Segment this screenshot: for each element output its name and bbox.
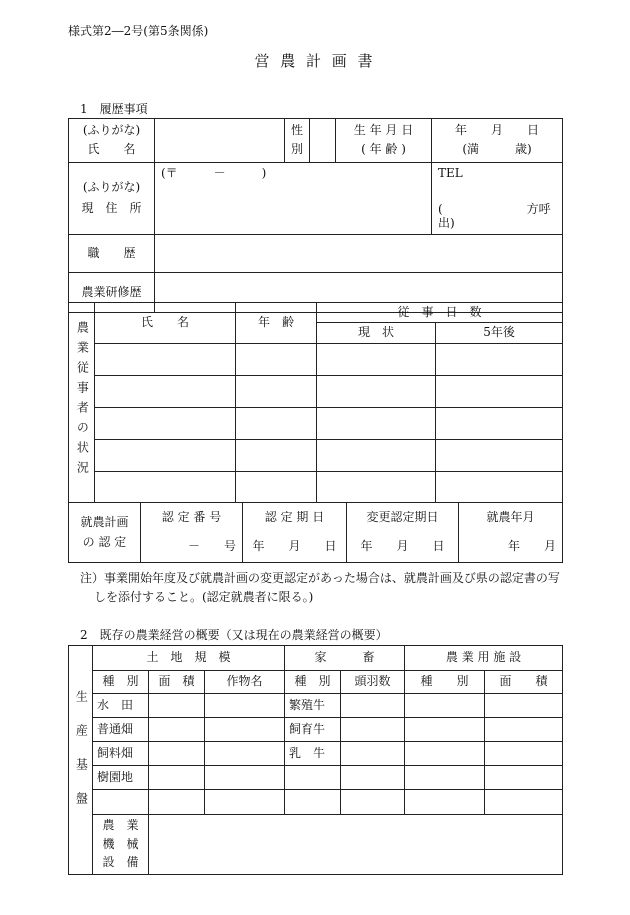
col-area-text: 面 積 [158, 674, 195, 689]
worker-name-field[interactable] [95, 408, 236, 440]
worker-future-field[interactable] [436, 440, 563, 472]
work-days-header [317, 303, 563, 323]
worker-current-field[interactable] [317, 376, 436, 408]
livestock-type-cell [285, 694, 341, 718]
col-area [149, 671, 205, 694]
machinery-field[interactable] [149, 815, 563, 875]
dob-field[interactable] [432, 119, 563, 163]
note-line-1: 注）事業開始年度及び就農計画の変更認定があった場合は、就農計画及び県の認定書の写 [80, 571, 560, 585]
sex-label-cell [285, 119, 310, 163]
land-type-cell [93, 742, 149, 766]
facility-area-field[interactable] [485, 694, 563, 718]
col-ltype [285, 671, 341, 694]
land-crop-field[interactable] [205, 790, 285, 815]
farming-ym-field[interactable] [459, 533, 563, 563]
cert-number-header [141, 503, 243, 533]
farming-ym-header [459, 503, 563, 533]
col-type-text: 種 別 [102, 674, 139, 689]
training-label: 農業研修歴 [81, 284, 142, 299]
worker-future-field[interactable] [436, 376, 563, 408]
land-crop-field[interactable] [205, 742, 285, 766]
production-base-table [68, 645, 563, 875]
sex-label-1: 性 [290, 123, 303, 138]
land-header [93, 646, 285, 671]
name-label-cell [69, 119, 155, 163]
change-date-header [347, 503, 459, 533]
dob-value: 年 月 日 [454, 123, 539, 138]
cert-date-field[interactable] [243, 533, 347, 563]
section2-heading: 2 既存の農業経営の概要（又は現在の農業経営の概要） [80, 628, 388, 642]
cert-number-value: － 号 [187, 539, 236, 554]
facility-type-field[interactable] [405, 694, 485, 718]
land-type: 水 田 [97, 697, 134, 712]
livestock-heads-field[interactable] [341, 718, 405, 742]
col-farea [485, 671, 563, 694]
livestock-type: 繁殖牛 [289, 697, 326, 712]
worker-age-field[interactable] [236, 344, 317, 376]
note-line-2: しを添付すること。(認定就農者に限る。) [94, 590, 314, 604]
land-area-field[interactable] [149, 790, 205, 815]
machinery-label-cell [93, 815, 149, 875]
address-label-cell [69, 163, 155, 235]
career-label: 職 歴 [87, 245, 136, 260]
facility-type-field[interactable] [405, 790, 485, 815]
certification-table [68, 502, 563, 563]
farming-ym-value: 年 月 [507, 539, 556, 554]
facility-type-field[interactable] [405, 766, 485, 790]
machinery-label-2: 機 械 [102, 836, 139, 851]
livestock-heads-field[interactable] [341, 790, 405, 815]
livestock-type-cell [285, 718, 341, 742]
livestock-type-cell[interactable] [285, 790, 341, 815]
cert-label-1: 就農計画 [80, 514, 129, 529]
postal-code: (〒 － ) [161, 166, 267, 180]
livestock-heads-field[interactable] [341, 742, 405, 766]
worker-name-field[interactable] [95, 344, 236, 376]
worker-age-field[interactable] [236, 376, 317, 408]
facility-type-field[interactable] [405, 742, 485, 766]
worker-future-field[interactable] [436, 344, 563, 376]
facility-header-text: 農 業 用 施 設 [445, 650, 522, 665]
livestock-type-cell [285, 766, 341, 790]
land-type-cell [93, 718, 149, 742]
career-label-cell [69, 235, 155, 273]
col-heads [341, 671, 405, 694]
land-type-cell [93, 694, 149, 718]
col-ftype [405, 671, 485, 694]
worker-age-field[interactable] [236, 408, 317, 440]
address-field[interactable] [155, 163, 432, 235]
sex-field[interactable] [310, 119, 336, 163]
livestock-heads-field[interactable] [341, 694, 405, 718]
worker-name-field[interactable] [95, 376, 236, 408]
current-header-text: 現 状 [357, 325, 394, 340]
change-date-field[interactable] [347, 533, 459, 563]
col-type [93, 671, 149, 694]
cert-label-cell [69, 503, 141, 563]
col-crop [205, 671, 285, 694]
worker-current-field[interactable] [317, 440, 436, 472]
land-area-field[interactable] [149, 718, 205, 742]
tel-label: TEL [438, 166, 463, 180]
name-field[interactable] [155, 119, 285, 163]
change-date-header-text: 変更認定期日 [366, 509, 439, 524]
name-label: 氏 名 [87, 142, 136, 156]
cert-date-value: 年 月 日 [252, 539, 337, 554]
future-header [436, 323, 563, 344]
cert-number-header-text: 認 定 番 号 [161, 509, 222, 524]
address-label: 現 住 所 [81, 201, 142, 216]
age-label: ( 年 齢 ) [361, 142, 406, 156]
personal-history-table [68, 118, 563, 313]
col-crop-text: 作物名 [226, 674, 263, 689]
worker-age-field[interactable] [236, 472, 317, 503]
section1-heading: 1 履歴事項 [80, 102, 148, 116]
land-type: 樹園地 [97, 769, 134, 784]
tel-note: ( 方呼出) [438, 201, 551, 230]
worker-name-field[interactable] [95, 440, 236, 472]
col-heads-text: 頭羽数 [354, 674, 391, 689]
livestock-type-cell [285, 742, 341, 766]
tel-field[interactable] [432, 163, 563, 235]
worker-name-header [95, 303, 236, 344]
cert-number-field[interactable] [141, 533, 243, 563]
worker-future-field[interactable] [436, 408, 563, 440]
cert-date-header [243, 503, 347, 533]
livestock-header [285, 646, 405, 671]
land-crop-field[interactable] [205, 694, 285, 718]
cert-date-header-text: 認 定 期 日 [264, 509, 325, 524]
worker-future-field[interactable] [436, 472, 563, 503]
facility-area-field[interactable] [485, 742, 563, 766]
base-vert-cell [69, 646, 93, 875]
col-ftype-text: 種 別 [420, 674, 469, 689]
facility-header [405, 646, 563, 671]
col-ltype-text: 種 別 [294, 674, 331, 689]
work-days-header-text: 従 事 日 数 [397, 304, 482, 319]
dob-label: 生 年 月 日 [353, 123, 414, 138]
land-area-field[interactable] [149, 766, 205, 790]
base-section-label: 生産基盤 [74, 690, 89, 827]
address-furigana-label: (ふりがな) [82, 180, 141, 195]
worker-current-field[interactable] [317, 472, 436, 503]
facility-area-field[interactable] [485, 718, 563, 742]
land-area-field[interactable] [149, 694, 205, 718]
land-header-text: 土 地 規 模 [146, 650, 231, 665]
machinery-label-3: 設 備 [102, 855, 139, 870]
change-date-value: 年 月 日 [360, 539, 445, 554]
cert-label-2: の 認 定 [82, 534, 127, 549]
livestock-heads-field[interactable] [341, 766, 405, 790]
worker-age-field[interactable] [236, 440, 317, 472]
land-type-cell[interactable] [93, 790, 149, 815]
career-field[interactable] [155, 235, 563, 273]
land-type: 普通畑 [97, 721, 134, 736]
facility-area-field[interactable] [485, 766, 563, 790]
sex-label-2: 別 [290, 142, 303, 156]
land-crop-field[interactable] [205, 718, 285, 742]
form-number: 様式第2―2号(第5条関係) [68, 24, 209, 38]
land-type-cell [93, 766, 149, 790]
livestock-type: 飼育牛 [289, 721, 326, 736]
workers-section-label: 農業従事者の状況 [75, 320, 90, 481]
worker-age-header-text: 年 齢 [257, 315, 294, 330]
age-value: (満 歳) [462, 142, 532, 156]
worker-name-header-text: 氏 名 [140, 315, 189, 330]
worker-current-field[interactable] [317, 408, 436, 440]
worker-age-header [236, 303, 317, 344]
facility-area-field[interactable] [485, 790, 563, 815]
current-header [317, 323, 436, 344]
workers-table [68, 302, 563, 503]
livestock-header-text: 家 畜 [314, 650, 375, 665]
future-header-text: 5年後 [483, 325, 515, 340]
dob-label-cell [336, 119, 432, 163]
farming-ym-header-text: 就農年月 [486, 509, 535, 524]
col-farea-text: 面 積 [499, 674, 548, 689]
machinery-label-1: 農 業 [102, 817, 139, 832]
facility-type-field[interactable] [405, 718, 485, 742]
page-title: 営 農 計 画 書 [254, 52, 376, 70]
land-area-field[interactable] [149, 742, 205, 766]
land-type: 飼料畑 [97, 745, 134, 760]
workers-vert-cell [69, 303, 95, 503]
worker-current-field[interactable] [317, 344, 436, 376]
livestock-type: 乳 牛 [289, 745, 326, 760]
worker-name-field[interactable] [95, 472, 236, 503]
land-crop-field[interactable] [205, 766, 285, 790]
name-furigana-label: (ふりがな) [82, 123, 141, 138]
